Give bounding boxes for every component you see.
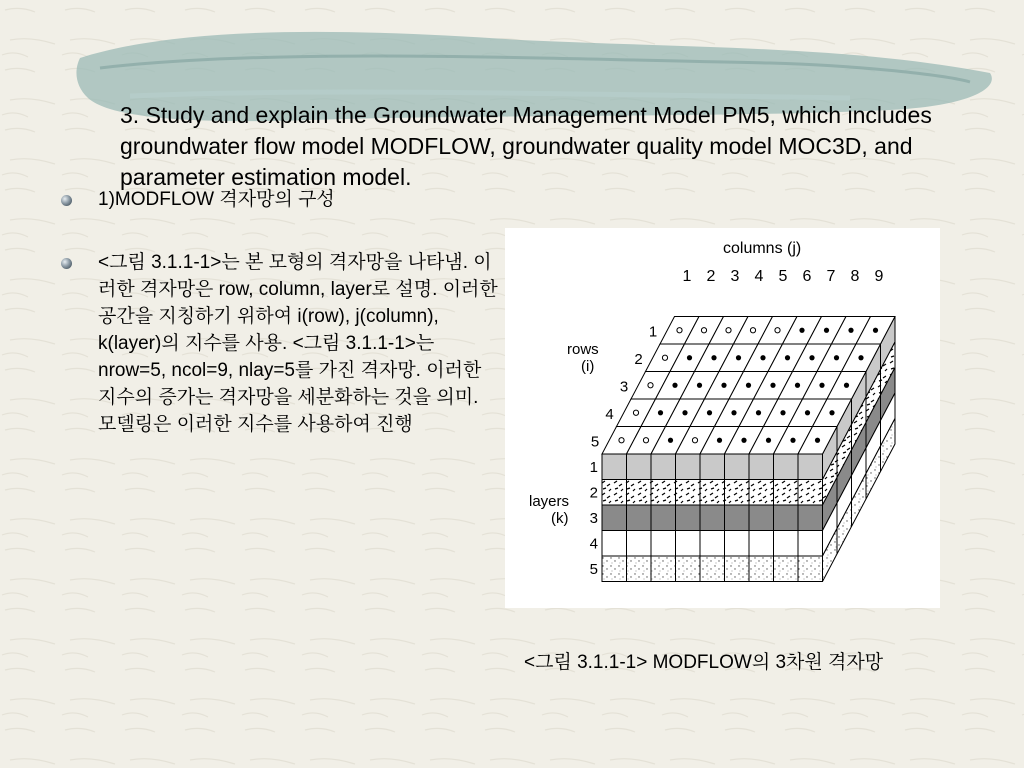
front-face-cell xyxy=(725,531,750,557)
front-face-cell xyxy=(700,531,725,557)
front-face-cell xyxy=(725,480,750,506)
inactive-cell-marker xyxy=(701,328,706,333)
front-face-cell xyxy=(676,480,701,506)
slide-title: 3. Study and explain the Groundwater Management Model PM5, which includes groundwater flow model MODFLOW, groundwater quality model MOC3D, and parameter estimation model. xyxy=(120,102,932,190)
active-cell-marker xyxy=(668,438,673,443)
active-cell-marker xyxy=(682,410,687,415)
active-cell-marker xyxy=(697,383,702,388)
front-face-cell xyxy=(749,480,774,506)
front-face-cell xyxy=(700,454,725,480)
active-cell-marker xyxy=(658,410,663,415)
layer-number-label: 5 xyxy=(589,560,598,578)
front-face-cell xyxy=(774,505,799,531)
front-face-cell xyxy=(602,480,627,506)
front-face-cell xyxy=(602,531,627,557)
row-number-label: 3 xyxy=(619,378,629,396)
layer-number-label: 4 xyxy=(589,535,598,553)
front-face-cell xyxy=(725,505,750,531)
layer-number-label: 1 xyxy=(589,458,598,476)
column-number-label: 9 xyxy=(874,268,884,285)
inactive-cell-marker xyxy=(643,438,648,443)
active-cell-marker xyxy=(687,355,692,360)
front-face-cell xyxy=(798,556,823,582)
bullet-item-modflow-grid xyxy=(58,186,498,213)
active-cell-marker xyxy=(795,383,800,388)
front-face-cell xyxy=(749,531,774,557)
front-face-cell xyxy=(627,531,652,557)
inactive-cell-marker xyxy=(775,328,780,333)
front-face-cell xyxy=(774,480,799,506)
front-face-cell xyxy=(700,556,725,582)
active-cell-marker xyxy=(731,410,736,415)
rows-label: rows xyxy=(567,341,599,358)
front-face-cell xyxy=(627,454,652,480)
active-cell-marker xyxy=(780,410,785,415)
active-cell-marker xyxy=(824,328,829,333)
front-face-cell xyxy=(774,556,799,582)
active-cell-marker xyxy=(799,328,804,333)
row-number-label: 1 xyxy=(648,323,658,341)
inactive-cell-marker xyxy=(726,328,731,333)
active-cell-marker xyxy=(785,355,790,360)
active-cell-marker xyxy=(834,355,839,360)
active-cell-marker xyxy=(829,410,834,415)
bullet-dot-icon xyxy=(61,258,72,269)
front-face-cell xyxy=(651,480,676,506)
active-cell-marker xyxy=(756,410,761,415)
active-cell-marker xyxy=(873,328,878,333)
front-face-cell xyxy=(627,505,652,531)
front-face-cell xyxy=(749,454,774,480)
bullet-dot-icon xyxy=(61,195,72,206)
column-number-label: 6 xyxy=(802,268,812,285)
front-face-cell xyxy=(749,505,774,531)
inactive-cell-marker xyxy=(648,383,653,388)
active-cell-marker xyxy=(805,410,810,415)
front-face-cell xyxy=(725,454,750,480)
active-cell-marker xyxy=(711,355,716,360)
front-face-cell xyxy=(651,531,676,557)
inactive-cell-marker xyxy=(619,438,624,443)
column-number-label: 8 xyxy=(850,268,860,285)
active-cell-marker xyxy=(809,355,814,360)
front-face-cell xyxy=(749,556,774,582)
modflow-3d-grid-diagram xyxy=(505,228,940,608)
front-face-cell xyxy=(700,505,725,531)
front-face-cell xyxy=(774,454,799,480)
row-number-label: 4 xyxy=(605,405,614,423)
active-cell-marker xyxy=(746,383,751,388)
bullet-text: 1)MODFLOW 격자망의 구성 xyxy=(98,189,335,210)
front-face-cell xyxy=(798,480,823,506)
active-cell-marker xyxy=(741,438,746,443)
active-cell-marker xyxy=(721,383,726,388)
active-cell-marker xyxy=(858,355,863,360)
front-face-cell xyxy=(651,505,676,531)
inactive-cell-marker xyxy=(677,328,682,333)
columns-label: columns (j) xyxy=(723,240,802,257)
front-face-cell xyxy=(627,556,652,582)
active-cell-marker xyxy=(770,383,775,388)
column-number-label: 7 xyxy=(826,268,836,285)
front-face-cell xyxy=(602,556,627,582)
active-cell-marker xyxy=(717,438,722,443)
column-number-label: 1 xyxy=(682,268,692,285)
front-face-cell xyxy=(602,454,627,480)
active-cell-marker xyxy=(766,438,771,443)
front-face-cell xyxy=(676,454,701,480)
inactive-cell-marker xyxy=(692,438,697,443)
column-number-label: 5 xyxy=(778,268,788,285)
active-cell-marker xyxy=(736,355,741,360)
front-face-cell xyxy=(651,454,676,480)
inactive-cell-marker xyxy=(750,328,755,333)
front-face-cell xyxy=(798,531,823,557)
active-cell-marker xyxy=(760,355,765,360)
bullet-text: <그림 3.1.1-1>는 본 모형의 격자망을 나타냄. 이러한 격자망은 row, column, layer로 설명. 이러한 공간을 지칭하기 위하여 i(row), j(column), k(layer)의 지수를 사용. <그림 3.1.1-1>는 nrow=5, ncol=9, nlay=5를 가진 격자망. 이러한 지수의 증가는 격자망을 세분화하는 것을 의미. 모델링은 이러한 지수를 사용하여 진행 xyxy=(98,252,498,435)
active-cell-marker xyxy=(707,410,712,415)
front-face-cell xyxy=(725,556,750,582)
front-face-cell xyxy=(676,505,701,531)
front-face-cell xyxy=(774,531,799,557)
active-cell-marker xyxy=(819,383,824,388)
front-face-cell xyxy=(798,454,823,480)
column-number-label: 4 xyxy=(754,268,764,285)
active-cell-marker xyxy=(790,438,795,443)
row-number-label: 2 xyxy=(634,350,643,368)
active-cell-marker xyxy=(848,328,853,333)
front-face-cell xyxy=(627,480,652,506)
inactive-cell-marker xyxy=(662,355,667,360)
front-face-cell xyxy=(651,556,676,582)
layers-index-label: (k) xyxy=(551,510,569,527)
bullet-list xyxy=(58,186,498,438)
bullet-item-grid-description xyxy=(58,249,498,438)
front-face-cell xyxy=(676,531,701,557)
layer-number-label: 2 xyxy=(589,484,598,502)
column-number-label: 3 xyxy=(730,268,740,285)
layer-number-label: 3 xyxy=(589,509,598,527)
column-number-label: 2 xyxy=(706,268,716,285)
row-number-label: 5 xyxy=(590,433,600,451)
active-cell-marker xyxy=(844,383,849,388)
active-cell-marker xyxy=(672,383,677,388)
front-face-cell xyxy=(798,505,823,531)
front-face-cell xyxy=(602,505,627,531)
rows-index-label: (i) xyxy=(581,358,595,375)
layers-label: layers xyxy=(529,493,570,510)
active-cell-marker xyxy=(815,438,820,443)
front-face-cell xyxy=(676,556,701,582)
modflow-grid-figure xyxy=(505,228,940,608)
figure-caption: <그림 3.1.1-1> MODFLOW의 3차원 격자망 xyxy=(524,652,884,673)
inactive-cell-marker xyxy=(633,410,638,415)
front-face-cell xyxy=(700,480,725,506)
